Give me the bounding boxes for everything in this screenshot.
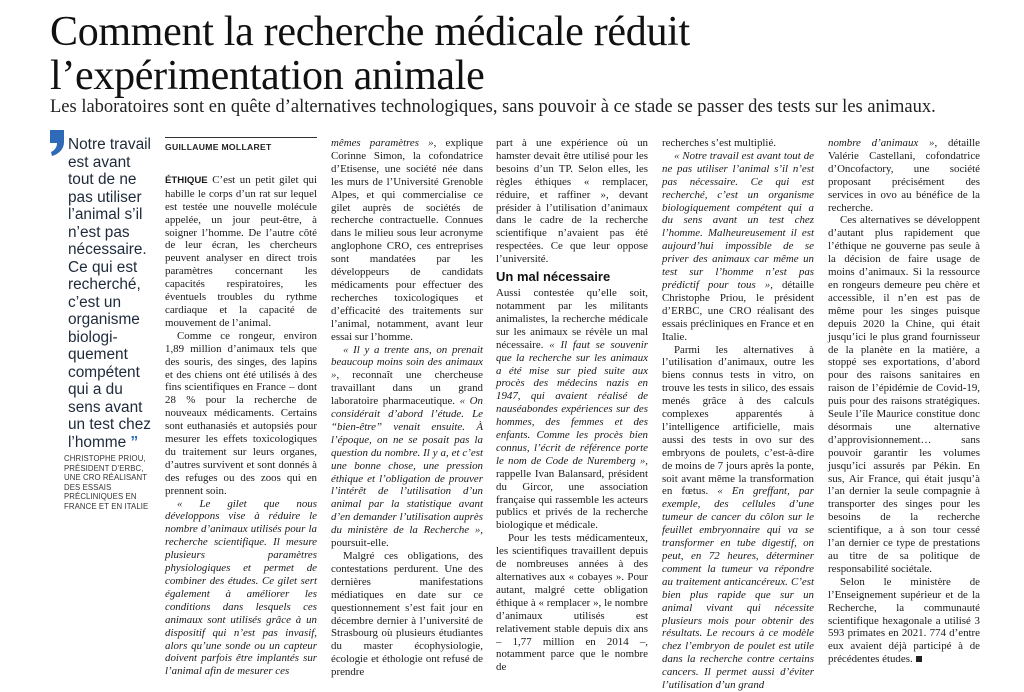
paragraph-quote: « Le gilet que nous développons vise à réduire le nombre d’animaux utilisés pour la recherche scientifique. Il mesure plusieurs paramètres physiologiques et permet de combiner des études. Ce gilet sert également à améliorer les conditions dans lesquels ces animaux sont utilisés grâce à un dispositif qui n’est pas invasif, alors qu’une sonde ou un capteur doivent parfois être implantés sur l’animal afin de mesurer ces [165,497,317,678]
paragraph: Aussi contestée qu’elle soit, notamment par les militants animalistes, la recherche médicale sur les animaux se révèle un mal nécessaire. « Il faut se souvenir que la recherche sur les animaux a été mise sur pied suite aux procès des médecins nazis en 1947, qui avaient réalisé de nauséabondes expériences sur des hommes, des femmes et des enfants. Comme les procès bien connus, l’écrit de référence porte le nom de Code de Nuremberg », rappelle Ivan Balansard, président du Gircor, une association française qui rassemble les acteurs publics et privés de la recherche biologique et médicale. [496,287,648,532]
lead-word: ÉTHIQUE [165,174,208,186]
quote-close-mark: ” [130,433,139,451]
end-of-article-mark [916,656,922,662]
article-column-1 [165,137,317,678]
paragraph: Pour les tests médicamenteux, les scientifiques travaillent depuis de nombreuses années à des alternatives aux « cobayes ». Pour autant, malgré cette obligation éthique à « remplacer », le nombre d’animaux utilisés est relativement stable depuis dix ans – 1,77 million en 2014 –, notamment parce que le nombre de [496,532,648,674]
pull-quote-text: Notre travail est avant tout de ne pas utiliser l’animal s’il n’est pas nécessaire. Ce qui est recherché, c’est un organisme biologiquement compétent qui a du sens avant un test chez l’homme ” [68,136,151,451]
paragraph: part à une expérience où un hamster devait être utilisé pour les besoins d’un TP. Selon elles, les règles éthiques « remplacer, réduire, et raffiner », devant présider à l’utilisation d’animaux dans le cadre de la recherche scientifique n’avaient pas été respectées. Ce que leur oppose l’université. [496,137,648,266]
paragraph: nombre d’animaux », détaille Valérie Castellani, cofondatrice d’Oncofactory, une société proposant précisément des services in ovo au bénéfice de la recherche. [828,137,981,214]
headline-line-2: l’expérimentation animale [50,53,485,99]
pull-quote [56,136,152,512]
paragraph: Comme ce rongeur, environ 1,89 million d’animaux tels que des souris, des singes, des lapins et des chiens ont été utilisés à des fins scientifiques en France – dont 28 % pour la recherche de nouveaux médicaments. Certains sont euthanasiés et autopsiés pour mesurer les effets toxicologiques du traitement sur leurs organes, d’autres survivent et sont donnés à des refuges ou des zoos qui en prennent soin. [165,329,317,497]
headline [50,10,990,98]
paragraph: « Notre travail est avant tout de ne pas utiliser l’animal s’il n’est pas nécessaire. Ce qui est recherché, c’est un organisme biologiquement compétent qui a du sens avant un test chez l’homme. Malheureusement il est aujourd’hui impossible de se priver des animaux car même un test sur l’homme n’est pas prédictif pour tous », détaille Christophe Priou, le président d’ERBC, une CRO réalisant des essais précliniques en France et en Italie. [662,149,814,343]
paragraph: recherches s’est multiplié. [662,137,777,149]
quote-mark-icon [48,130,68,156]
article-column-5 [828,137,981,666]
pull-quote-attribution: CHRISTOPHE PRIOU, PRÉSIDENT D’ERBC, UNE CRO RÉALISANT DES ESSAIS PRÉCLINIQUES EN FRANCE ET EN ITALIE [64,454,149,511]
paragraph: Selon le ministère de l’Enseignement supérieur et de la Recherche, la communauté scientifique hexagonale a utilisé 3 593 primates en 2021. 774 d’entre eux avaient déjà participé à de précédentes études. [828,575,980,666]
byline: GUILLAUME MOLLARET [165,137,317,154]
paragraph: Parmi les alternatives à l’utilisation d’animaux, outre les biens connus tests in vitro, on trouve les tests in silico, des essais menés grâce à des calculs complexes apparentés à l’intelligence artificielle, mais aussi des tests in ovo sur des embryons de poulets, c’est-à-dire de moins de 7 jours après la ponte, soit avant même la transformation en fœtus. « En greffant, par exemple, des cellules d’une tumeur de cancer du côlon sur le feuillet embryonnaire qui va se transformer en tube digestif, on peut, en 72 heures, déterminer comment la tumeur va répondre au traitement anticancéreux. C’est bien plus rapide que sur un animal vivant qui nécessite plusieurs mois pour obtenir des résultats. Le recours à ce modèle chez l’embryon de poulet est utile dans la recherche contre certains cancers. Il permet aussi d’éviter l’utilisation d’un grand [662,343,814,692]
standfirst: Les laboratoires sont en quête d’alternatives technologiques, sans pouvoir à ce stade se passer des tests sur les animaux. [50,97,936,117]
article-column-2 [331,137,483,679]
paragraph: mêmes paramètres », explique Corinne Simon, la cofondatrice d’Etisense, une société née dans les murs de l’Université Grenoble Alpes, et qui commercialise ce gilet auprès de sociétés de recherche contractuelle. Connues dans le milieu sous leur acronyme anglophone CRO, ces entreprises sont mandatées par les développeurs de candidats médicaments pour effectuer des recherches toxicologiques et d’efficacité des traitements sur l’animal, notamment, avant leur essai sur l’homme. [331,137,483,343]
paragraph: Malgré ces obligations, des contestations perdurent. Une des dernières manifestations médiatiques en date sur ce questionnement s’est fait jour en décembre dernier à l’université de Strasbourg où plusieurs étudiantes du master écophysiologie, écologie et éthologie ont refusé de prendre [331,550,483,679]
paragraph: « Il y a trente ans, on prenait beaucoup moins soin des animaux », reconnaît une chercheuse travaillant dans un grand laboratoire pharmaceutique. « On considérait d’abord l’étude. Le “bien-être” venait ensuite. À l’époque, on ne se posait pas la question du nombre. Il y a, et c’est une bonne chose, une pression éthique et l’obligation de prouver l’intérêt de l’utilisation d’un animal par la statistique avant d’en demander l’utilisation auprès du ministère de la Recherche », poursuit-elle. [331,343,483,550]
article-column-4 [662,137,814,692]
headline-line-1: Comment la recherche médicale réduit [50,9,690,55]
article-column-3 [496,137,648,674]
paragraph: Ces alternatives se développent d’autant plus rapidement que l’éthique ne gouverne pas seule à la décision de faire usage de moins d’animaux. Si la ressource en rongeurs demeure peu chère et accessible, il n’en est pas de même pour les singes puisque depuis 2020 la Chine, qui était jusqu’ici le plus grand fournisseur de la planète en la matière, a stoppé ses exportations, d’abord pour des raisons sanitaires en raison de l’épidémie de Covid-19, puis pour des raisons stratégiques. Seule l’île Maurice constitue donc désormais une alternative d’approvisionnement… sans pouvoir garantir les volumes jusqu’ici assurés par Pékin. En sus, Air France, qui était jusqu’à l’an dernier la seule compagnie à transporter des singes pour les besoins de la recherche scientifique, a à son tour cessé l’an dernier ce type de prestations au titre de sa politique de responsabilité sociétale. [828,214,980,575]
paragraph: ÉTHIQUE C’est un petit gilet qui habille le corps d’un rat sur lequel est testée une nouvelle molécule appelée, un jour peut-être, à soigner l’homme. De l’autre côté de leur écran, les chercheurs peuvent analyser en direct trois paramètres concernant les capacités respiratoires, les éventuels troubles du rythme cardiaque et la capacité de mouvement de l’animal. [165,173,317,329]
section-subhead: Un mal nécessaire [496,269,611,285]
